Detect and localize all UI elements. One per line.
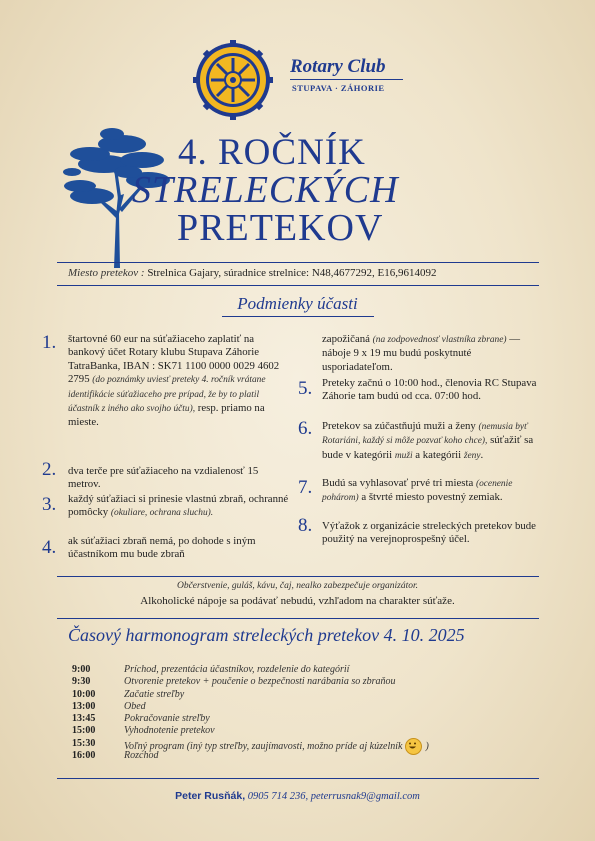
schedule-event: Voľný program (iný typ streľby, zaujímavosti, možno príde aj kúzelník	[124, 740, 403, 752]
divider-schedule	[57, 618, 539, 619]
item-number: 3.	[42, 494, 57, 515]
contact-details: 0905 714 236, peterrusnak9@gmail.com	[247, 791, 420, 802]
schedule-row	[72, 676, 429, 688]
schedule-event-tail: )	[425, 740, 429, 752]
smiley-emoji-icon	[405, 738, 422, 755]
title-line-3: PRETEKOV	[177, 207, 384, 249]
item-number: 6.	[298, 418, 313, 439]
condition-3	[68, 493, 292, 521]
title-line-1: 4. ROČNÍK	[178, 132, 366, 173]
item-number: 7.	[298, 477, 313, 498]
condition-7	[322, 477, 544, 506]
schedule-event: Rozchod	[124, 750, 159, 762]
schedule-event: Začatie streľby	[124, 688, 185, 700]
club-divider	[290, 79, 403, 80]
condition-5	[322, 377, 544, 404]
club-name: Rotary Club	[290, 56, 386, 77]
condition-6-note: (nemusia byť Rotariáni, každý si môže pozvať koho chce),	[322, 422, 528, 447]
condition-4	[68, 535, 292, 562]
schedule-row	[72, 689, 429, 701]
condition-6-category-2: ženy	[463, 450, 481, 461]
schedule-time: 9:00	[72, 664, 91, 675]
item-number: 1.	[42, 332, 57, 353]
schedule-title: Časový harmonogram streleckých pretekov 4. 10. 2025	[68, 625, 465, 645]
condition-7-tail: a štvrté miesto povestný zemiak.	[361, 491, 503, 504]
schedule-list	[72, 664, 429, 762]
schedule-row	[72, 738, 429, 750]
condition-1	[68, 333, 292, 430]
item-number: 2.	[42, 459, 57, 480]
condition-7-note: (ocenenie pohárom)	[322, 479, 513, 504]
schedule-row	[72, 664, 429, 676]
condition-4-continued	[322, 333, 544, 374]
place-value: Strelnica Gajary, súradnice strelnice: N48,4677292, E16,9614092	[147, 267, 437, 279]
divider-refreshments	[57, 576, 539, 577]
refreshments-note: Občerstvenie, guláš, kávu, čaj, nealko zabezpečuje organizátor.	[176, 581, 419, 591]
schedule-row	[72, 713, 429, 725]
conditions-title: Podmienky účasti	[237, 294, 358, 313]
schedule-time: 9:30	[72, 676, 91, 688]
condition-2	[68, 465, 292, 492]
divider-top	[57, 262, 539, 263]
alcohol-notice: Alkoholické nápoje sa podávať nebudú, vzhľadom na charakter súťaže.	[140, 595, 455, 607]
schedule-event: Otvorenie pretekov + poučenie o bezpečnosti narábania so zbraňou	[124, 676, 396, 688]
place-label: Miesto pretekov :	[68, 267, 145, 279]
schedule-event: Príchod, prezentácia účastníkov, rozdelenie do kategórií	[124, 664, 350, 675]
condition-1-note: (do poznámky uviesť preteky 4. ročník vrátane identifikácie súťažiaceho pre prípad, že by to platil účastník z iného ako svojho účtu),	[68, 375, 266, 415]
divider-contact	[57, 778, 539, 779]
condition-1-tail: resp. priamo na mieste.	[68, 402, 265, 429]
condition-8-text: Výťažok z organizácie streleckých pretekov bude použitý na verejnoprospešný účel.	[322, 520, 536, 546]
condition-2-text: dva terče pre súťažiaceho na vzdialenosť 15 metrov.	[68, 465, 259, 491]
schedule-time: 15:30	[72, 737, 96, 749]
condition-6-mid: a kategórii	[415, 448, 462, 461]
schedule-event: Obed	[124, 700, 146, 712]
condition-4-text2: zapožičaná	[322, 333, 370, 345]
condition-1-text: štartovné 60 eur na súťažiaceho zaplatiť na bankový účet Rotary klubu Stupava Záhorie TatraBanka, IBAN : SK71 1100 0000 0029 4602 2795	[68, 333, 280, 386]
schedule-event: Pokračovanie streľby	[124, 713, 210, 725]
schedule-time: 13:45	[72, 713, 96, 725]
item-number: 5.	[298, 378, 313, 399]
contact-name: Peter Rusňák,	[175, 790, 246, 802]
condition-6-end: .	[480, 448, 484, 461]
conditions-title-underline	[222, 316, 374, 317]
schedule-time: 16:00	[72, 750, 96, 762]
condition-3-text: každý súťažiaci si prinesie vlastnú zbraň, ochranné pomôcky	[68, 493, 289, 519]
club-subtitle: STUPAVA · ZÁHORIE	[292, 83, 385, 93]
title-line-2: STRELECKÝCH	[132, 169, 399, 211]
place-line	[68, 267, 437, 279]
schedule-event-with-emoji	[124, 738, 429, 750]
schedule-time: 15:00	[72, 725, 96, 737]
condition-4-text: ak súťažiaci zbraň nemá, po dohode s iným účastníkom mu bude zbraň	[68, 535, 256, 561]
condition-6-category-1: muži	[394, 450, 413, 461]
condition-8	[322, 520, 544, 547]
condition-4-note2: (na zodpovednosť vlastníka zbrane)	[372, 335, 507, 345]
condition-7-text: Budú sa vyhlasovať prvé tri miesta	[322, 477, 474, 489]
schedule-time: 13:00	[72, 700, 96, 712]
divider-place	[57, 285, 539, 286]
condition-6	[322, 420, 544, 463]
schedule-row	[72, 701, 429, 713]
condition-3-note: (okuliare, ochrana sluchu).	[110, 508, 214, 519]
schedule-row	[72, 725, 429, 737]
schedule-time: 10:00	[72, 688, 96, 700]
condition-5-text: Preteky začnú o 10:00 hod., členovia RC Stupava Záhorie tam budú od cca. 07:00 hod.	[322, 377, 537, 403]
contact-line	[0, 790, 595, 802]
condition-4-tail2: — náboje 9 x 19 mu budú poskytnuté usporiadateľom.	[322, 333, 521, 373]
item-number: 8.	[298, 515, 313, 536]
condition-6-text: Pretekov sa zúčastňujú muži a ženy	[322, 420, 476, 432]
rotary-wheel-logo	[193, 40, 273, 120]
condition-6-tail: súťažiť sa bude v kategórii	[322, 434, 534, 461]
item-number: 4.	[42, 537, 57, 558]
schedule-event: Vyhodnotenie pretekov	[124, 725, 215, 737]
